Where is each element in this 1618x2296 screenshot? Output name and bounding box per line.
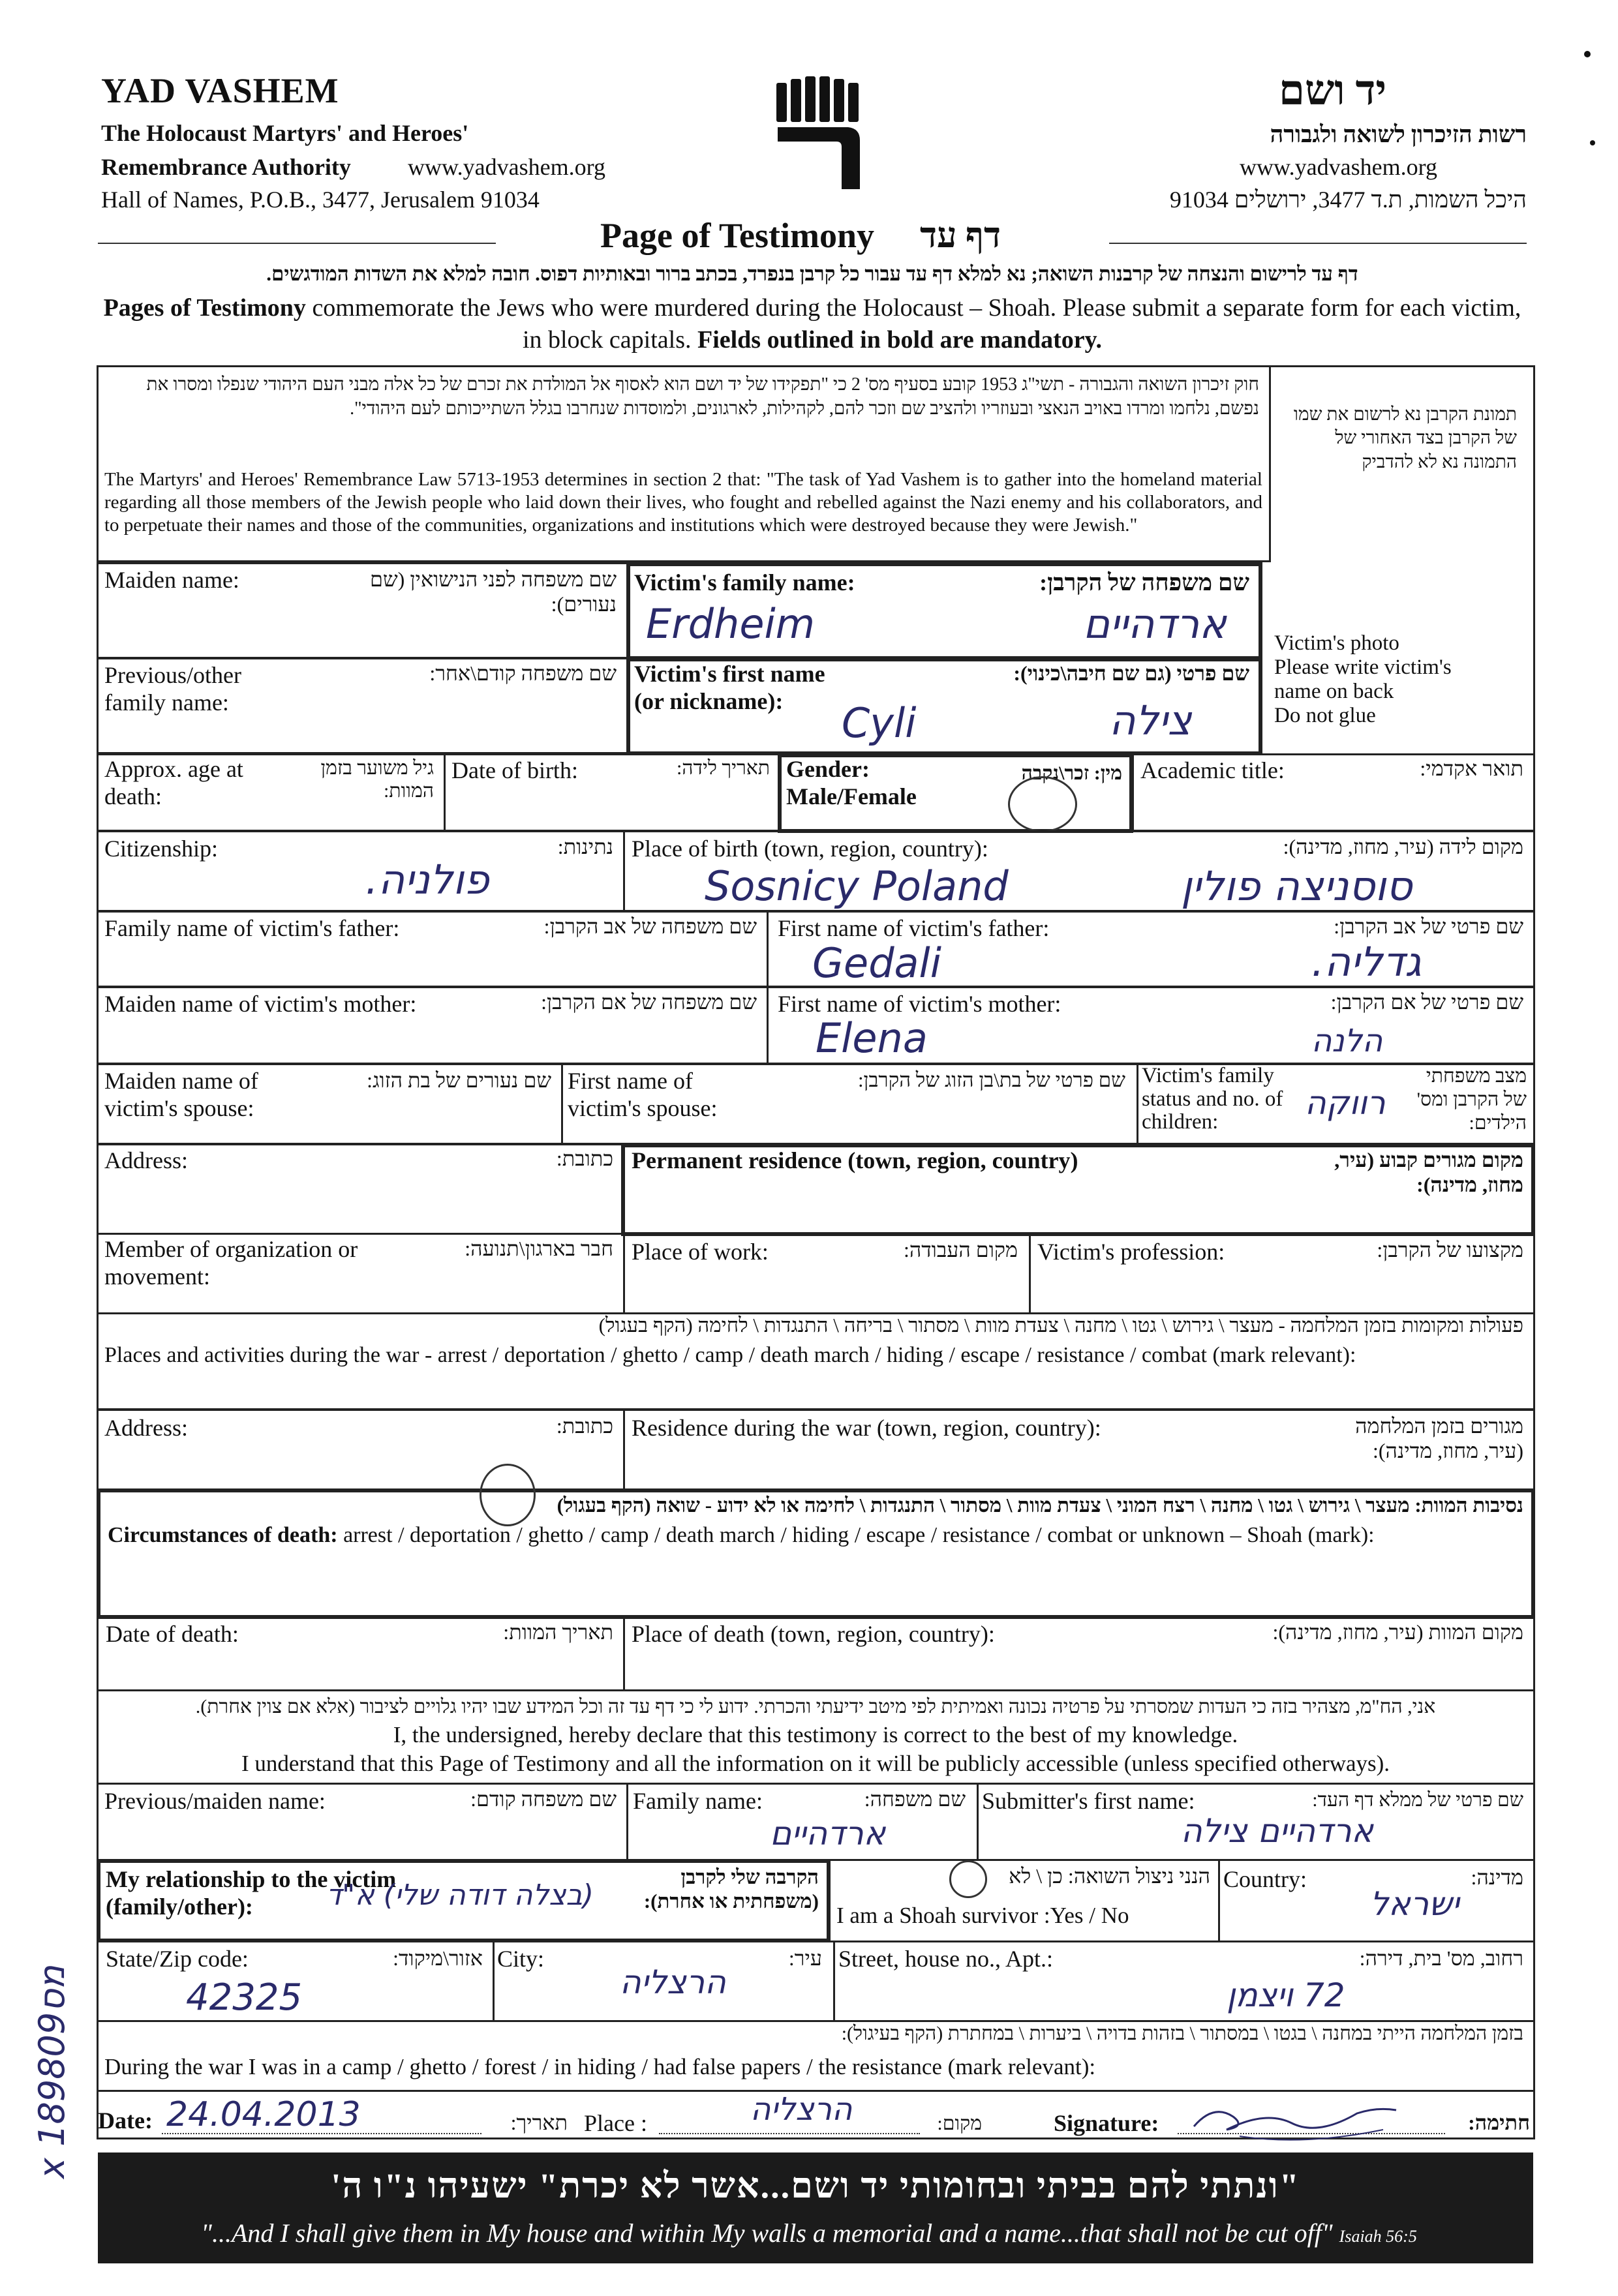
header-divider-left [98,243,496,244]
country-label-he: מדינה: [1471,1865,1523,1889]
submitter-prev-name-label: Previous/maiden name: [104,1788,326,1814]
citizenship-label-he: נתינות: [557,835,613,858]
birthplace-label-he: מקום לידה (עיר, מחוז, מדינה): [1283,835,1523,858]
mother-maiden-name-label-he: שם משפחה של אם הקרבן: [541,990,757,1014]
father-first-name-value: Gedali [812,939,941,987]
shoah-circle-mark [480,1464,536,1526]
instructions-en-text: commemorate the Jews who were murdered during the Holocaust – Shoah. Please submit a separate form for each victim, in block capitals. [312,294,1521,354]
instructions-en [98,292,1527,357]
place-of-death-label: Place of death (town, region, country): [632,1621,995,1647]
place-of-work-label: Place of work: [632,1239,769,1265]
member-org-label: Member of organization or movement: [104,1236,358,1290]
approx-age-label-he: גיל משוער בזמן המוות: [320,757,434,802]
spouse-first-name-label-he: שם פרטי של בת\בן הזוג של הקרבן: [857,1068,1125,1091]
form-title-en: Page of Testimony [600,216,875,255]
previous-name-label: Previous/other family name: [104,662,241,716]
law-text-en: The Martyrs' and Heroes' Remembrance Law 5713-1953 determines in section 2 that: "The task of Yad Vashem is to gather into the homeland material regarding all those members of the Jewish people who laid down their lives, who fought and rebelled against the Nazi enemy and his collaborators, and to perpetuate their names and those of the communities, organizations and institutions which were destroyed because they were Jewish." [104,469,1262,536]
zip-label: State/Zip code: [106,1946,249,1972]
victim-family-name-value: Erdheim [646,600,816,648]
approx-age-label: Approx. age at death: [104,756,243,810]
instructions-en-bold2: Fields outlined in bold are mandatory. [697,326,1103,354]
circumstances-label-bold: Circumstances of death: [108,1523,338,1547]
survivor-no-circle [949,1860,987,1898]
circumstances-label [108,1522,1375,1548]
photo-instructions-en [1274,631,1452,728]
street-label-he: רחוב, מס' בית, דירה: [1359,1946,1523,1970]
declaration-he: אני, הח"מ, מצהיר בזה כי העדות שמסרתי על פרטיה נכונה ואמיתית לפי מיטב ידיעתי והכרתי. ידוע לי כי דף עד זה וכל המידע שבו יהיו גלויים לציבור (אלא אם צוין אחרת). [195,1696,1436,1717]
date-line [162,2133,481,2134]
war-activities-label-he: פעולות ומקומות בזמן המלחמה - מעצר \ גירוש \ גטו \ מחנה \ צעדת מוות \ מסתור \ בריחה \ התנגדות \ לחימה (הקף בעגול) [598,1314,1523,1337]
family-status-label: Victim's family status and no. of children: [1142,1064,1283,1134]
citizenship-label: Citizenship: [104,836,218,862]
photo-instructions-he: תמונת הקרבן נא לרשום את שמו של הקרבן בצד האחורי של התמונה נא לא להדביק [1293,404,1517,472]
mother-first-name-label-he: שם פרטי של אם הקרבן: [1330,990,1523,1014]
org-line1-en: The Holocaust Martyrs' and Heroes' [101,120,469,146]
submitter-family-name-label: Family name: [633,1788,763,1814]
scan-dot [1590,140,1595,145]
submitter-family-name-label-he: שם משפחה: [864,1787,966,1811]
country-value: ישראל [1370,1885,1459,1923]
gender-label-he: מין: זכר\נקבה [1021,763,1122,784]
relationship-label: My relationship to the victim (family/other): [106,1866,397,1920]
scan-dot [1584,51,1591,57]
date-of-death-label-he: תאריך המוות: [503,1620,613,1644]
org-title-he: יד ושם [1279,67,1387,113]
city-label-he: עיר: [788,1946,822,1970]
maiden-name-label: Maiden name: [104,567,239,593]
org-url-en: www.yadvashem.org [408,154,605,180]
war-address-label: Address: [104,1415,188,1441]
signature-scribble-icon [1187,2091,1403,2149]
academic-title-label: Academic title: [1140,757,1285,783]
father-first-name-label-he: שם פרטי של אב הקרבן: [1334,914,1523,938]
mother-first-name-value-he: הלנה [1311,1023,1383,1059]
war-where-label: During the war I was in a camp / ghetto / forest / in hiding / had false papers / the resistance (mark relevant): [104,2054,1096,2079]
birthplace-label: Place of birth (town, region, country): [632,836,988,862]
address-label-he: כתובת: [556,1147,613,1170]
previous-name-label-he: שם משפחה קודם\אחר: [429,661,617,685]
circumstances-label-text: arrest / deportation / ghetto / camp / death march / hiding / escape / resistance / combat or unknown – Shoah (mark): [343,1523,1375,1547]
war-activities-label: Places and activities during the war - arrest / deportation / ghetto / camp / death march / hiding / escape / resistance / combat (mark relevant): [104,1343,1356,1367]
country-label: Country: [1223,1866,1307,1892]
gender-female-circle [1008,776,1077,832]
victim-family-name-label-he: שם משפחה של הקרבן: [1039,569,1249,596]
survivor-label: I am a Shoah survivor :Yes / No [836,1903,1129,1928]
father-family-name-label-he: שם משפחה של אב הקרבן: [543,914,757,938]
submitter-prev-name-label-he: שם משפחה קודם: [470,1787,617,1811]
family-status-label-he: מצב משפחתי של הקרבן ומס' הילדים: [1416,1065,1527,1134]
war-residence-label: Residence during the war (town, region, country): [632,1415,1101,1441]
photo-en-line1: Victim's photo [1274,631,1399,655]
footer-quote-en [124,2218,1494,2248]
victim-family-name-value-he: ארדהיים [1083,600,1227,648]
place-of-death-label-he: מקום המוות (עיר, מחוז, מדינה): [1272,1620,1523,1644]
org-line3-en: Hall of Names, P.O.B., 3477, Jerusalem 91034 [101,187,540,213]
submitter-first-name-value: ארדהיים צילה [1181,1812,1373,1850]
margin-note: מסx 189809 [31,1965,72,2179]
victim-family-name-label: Victim's family name: [634,569,855,596]
instructions-en-bold1: Pages of Testimony [103,294,306,322]
date-label-he: תאריך: [510,2111,568,2134]
place-label-he: מקום: [937,2113,982,2134]
submitter-first-name-label: Submitter's first name: [982,1788,1195,1814]
photo-en-line3: name on back [1274,679,1394,703]
footer-banner [98,2152,1533,2263]
org-url-he: www.yadvashem.org [1240,154,1437,180]
form-title-he: דף עד [920,216,1001,255]
relationship-label-he: הקרבה שלי לקרבן (משפחתית או אחרת): [643,1865,819,1912]
yad-vashem-logo-icon [770,75,874,199]
org-line3-he: היכל השמות, ת.ד 3477, ירושלים 91034 [1169,187,1527,213]
date-of-death-label: Date of death: [106,1621,239,1647]
date-of-birth-label-he: תאריך לידה: [676,757,770,779]
circumstances-label-he: נסיבות המוות: מעצר \ גירוש \ גטו \ מחנה \ רצח המוני \ צעדת מוות \ מסתור \ התנגדות \ לחימה או לא ידוע - שואה (הקף בעגול) [557,1494,1523,1517]
org-title-en: YAD VASHEM [101,71,339,110]
father-first-name-label: First name of victim's father: [778,915,1050,941]
birthplace-value: Sosnicy Poland [705,862,1009,910]
profession-label-he: מקצועו של הקרבן: [1377,1238,1523,1261]
declaration-en1: I, the undersigned, hereby declare that this testimony is correct to the best of my knowledge. [393,1722,1238,1747]
date-value: 24.04.2013 [166,2095,361,2134]
war-residence-label-he: מגורים בזמן המלחמה (עיר, מחוז, מדינה): [1355,1414,1523,1462]
footer-quote-en-text: "...And I shall give them in My house and within My walls a memorial and a name...that shall not be cut off" [201,2218,1333,2248]
birthplace-value-he: סוסניצה פולין [1181,862,1412,910]
photo-en-line4: Do not glue [1274,703,1376,727]
citizenship-value: פולניה. [365,856,489,903]
instructions-he: דף עד לרישום והנצחה של קרבנות השואה; נא למלא דף עד עבור כל קרבן בנפרד, בכתב ברור ובאותיות דפוס. חובה למלא את השדות המודגשים. [266,262,1358,285]
family-status-value: רווקה [1305,1084,1386,1122]
academic-title-label-he: תואר אקדמי: [1420,757,1523,780]
date-label: Date: [98,2107,153,2134]
permanent-residence-label-he: מקום מגורים קבוע (עיר, מחוז, מדינה): [1334,1148,1523,1196]
org-line1-he: רשות הזיכרון לשואה ולגבורה [1270,121,1527,147]
war-address-label-he: כתובת: [556,1414,613,1438]
victim-first-name-label: Victim's first name (or nickname): [634,661,825,715]
victim-first-name-value-he: צילה [1109,697,1192,744]
zip-label-he: אזור\מיקוד: [393,1946,483,1970]
org-line2-en: Remembrance Authority [101,154,351,180]
spouse-first-name-label: First name of victim's spouse: [568,1068,718,1122]
law-text-he: חוק זיכרון השואה והגבורה - תשי"ג 1953 קובע בסעיף מס' 2 כי "תפקידו של יד ושם הוא לאסוף אל המולדת את זכרם של כל אלה מבני העם היהודי שנפלו ומסרו את נפשם, נלחמו ומרדו באויב הנאצי ובעוזריו ולהציב שם וזכר להם, לקהילות, לארגונים, ולמוסדות שנחרבו בגלל השתייכותם לעם היהודי". [146,374,1259,419]
footer-citation: Isaiah 56:5 [1339,2227,1417,2246]
signature-label: Signature: [1054,2110,1159,2136]
street-label: Street, house no., Apt.: [838,1946,1053,1972]
place-value: הרצליה [750,2091,853,2128]
header-divider-right [1109,243,1527,244]
place-line [659,2133,920,2134]
survivor-label-he: הנני ניצול השואה: כן \ לא [1009,1864,1210,1888]
permanent-residence-label: Permanent residence (town, region, country) [632,1147,1078,1173]
submitter-family-name-value: ארדהיים [770,1815,886,1852]
declaration-en2: I understand that this Page of Testimony and all the information on it will be publicly accessible (unless specified otherways). [241,1751,1390,1776]
father-family-name-label: Family name of victim's father: [104,915,400,941]
mother-maiden-name-label: Maiden name of victim's mother: [104,991,417,1017]
maiden-name-label-he: שם משפחה לפני הנישואין (שם נעורים): [370,567,617,616]
place-of-work-label-he: מקום העבודה: [903,1238,1018,1261]
street-value: 72 ויצמן [1227,1976,1345,2014]
victim-first-name-value: Cyli [842,699,917,747]
submitter-first-name-label-he: שם פרטי של ממלא דף העד: [1312,1789,1523,1811]
mother-first-name-value: Elena [816,1014,928,1062]
place-label: Place : [584,2110,647,2136]
profession-label: Victim's profession: [1037,1239,1225,1265]
relationship-value: (בצלה דודה שלי) א"ד [326,1879,594,1912]
photo-en-line2: Please write victim's [1274,655,1452,679]
address-label: Address: [104,1147,188,1173]
date-of-birth-label: Date of birth: [451,757,578,783]
signature-label-he: חתימה: [1468,2111,1530,2134]
gender-label: Gender: Male/Female [786,756,917,810]
footer-quote-he: "ונתתי להם בביתי ובחומותי יד ושם...אשר לא יכרת" ישעיהו נ"ו ה' [331,2166,1300,2205]
zip-value: 42325 [186,1976,303,2019]
mother-first-name-label: First name of victim's mother: [778,991,1061,1017]
father-first-name-value-he: גדליה. [1311,938,1422,986]
member-org-label-he: חבר בארגון\תנועה: [465,1237,613,1260]
spouse-maiden-name-label-he: שם נעורים של בת הזוג: [367,1068,551,1092]
city-label: City: [497,1946,545,1972]
victim-first-name-label-he: שם פרטי (גם שם חיבה\כינוי): [1013,661,1249,685]
city-value: הרצליה [620,1963,726,2001]
war-where-label-he: בזמן המלחמה הייתי במחנה \ בגטו \ במסתור \ בזהות בדויה \ ביערות \ במחתרת (הקף בעיגול): [841,2023,1523,2044]
spouse-maiden-name-label: Maiden name of victim's spouse: [104,1068,258,1122]
